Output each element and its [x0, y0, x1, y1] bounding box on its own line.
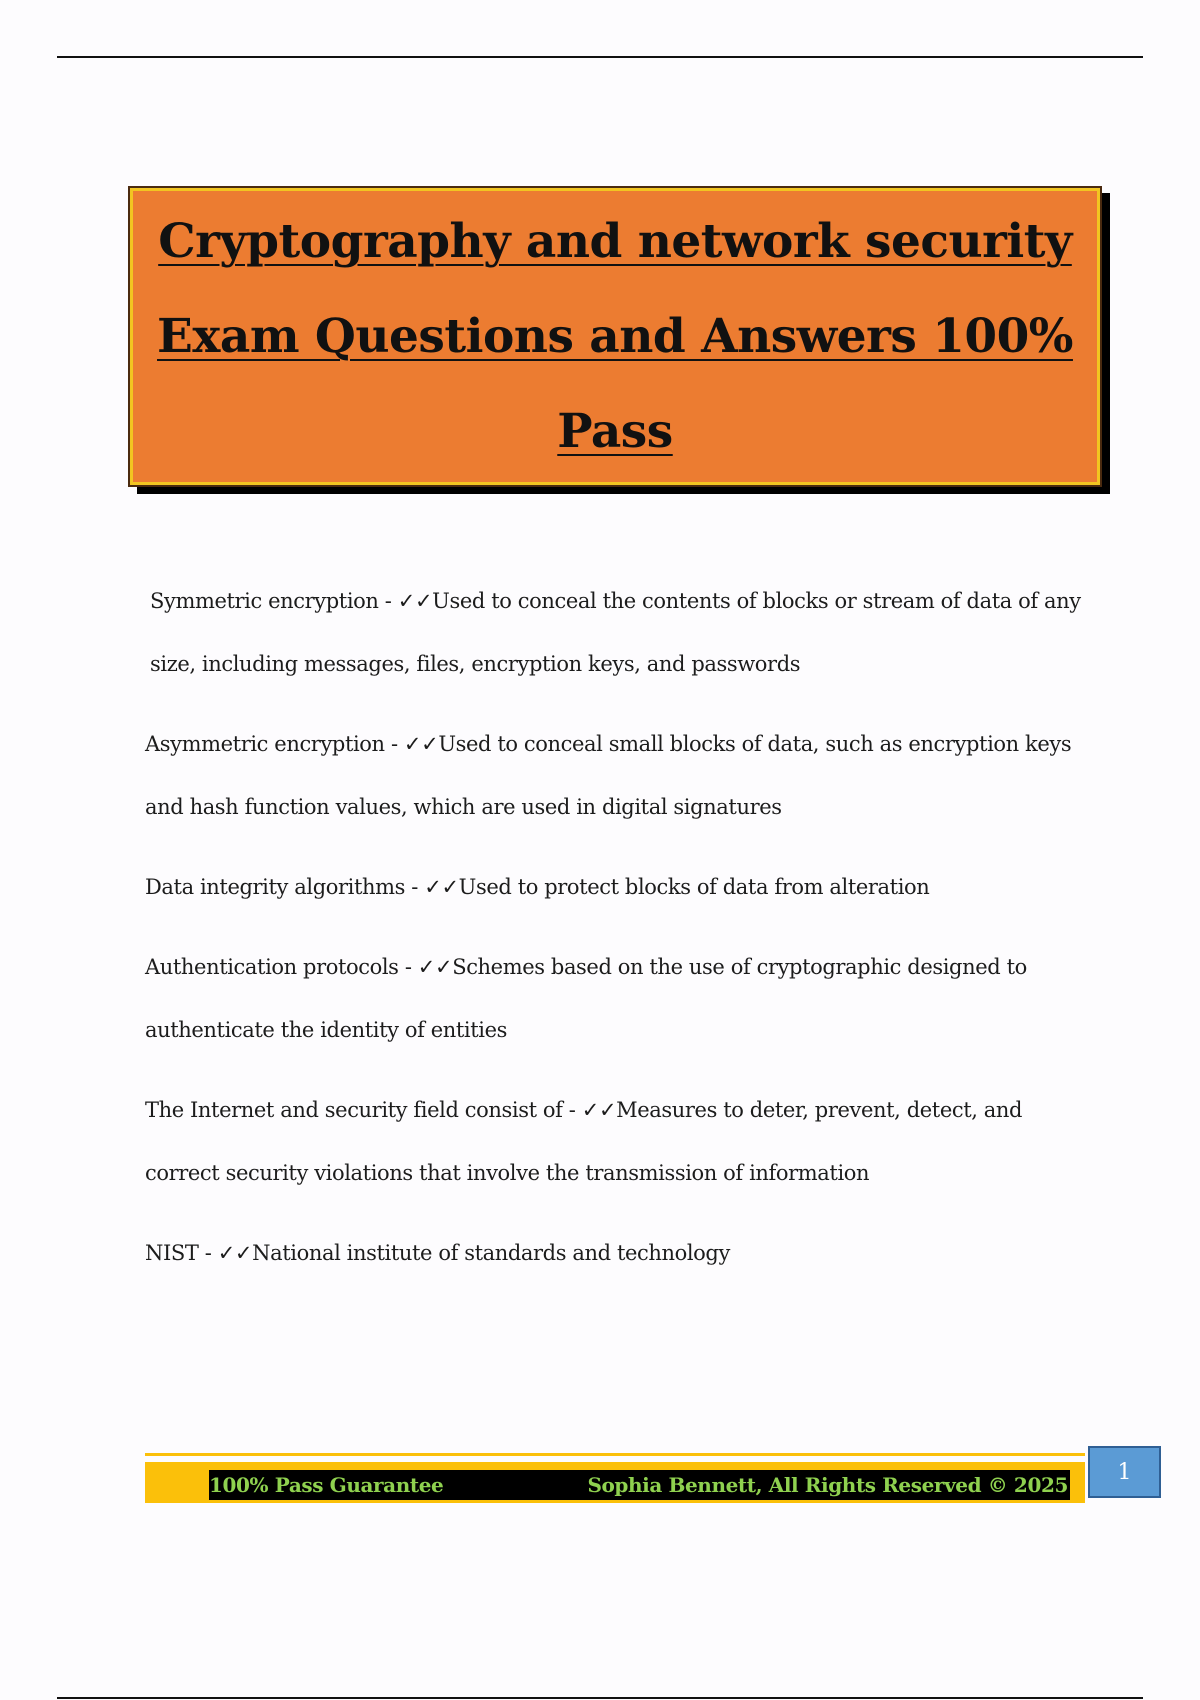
qa-item: [145, 1079, 1085, 1205]
top-rule: [57, 56, 1143, 58]
document-title-line-3: Pass: [557, 404, 673, 459]
title-box: [130, 188, 1100, 485]
qa-term: Symmetric encryption -: [150, 589, 398, 613]
qa-term: The Internet and security field consist of -: [145, 1098, 582, 1122]
double-check-icon: ✓✓: [397, 589, 433, 613]
document-title-line-1: Cryptography and network security: [158, 214, 1072, 269]
qa-item: [145, 713, 1085, 839]
page-number-badge: 1: [1088, 1446, 1161, 1498]
qa-term: Asymmetric encryption -: [145, 732, 404, 756]
double-check-icon: ✓✓: [424, 875, 459, 899]
qa-answer: Schemes based on the use of cryptographic designed to authenticate the identity of entities: [145, 955, 1027, 1042]
qa-answer: Used to conceal small blocks of data, such as encryption keys and hash function values, which are used in digital signatures: [145, 732, 1072, 819]
footer-copyright-text: Sophia Bennett, All Rights Reserved © 2025: [587, 1473, 1068, 1497]
double-check-icon: ✓✓: [581, 1098, 617, 1122]
footer-banner: [209, 1470, 1070, 1500]
double-check-icon: ✓✓: [217, 1241, 253, 1265]
document-title-line-2: Exam Questions and Answers 100%: [157, 309, 1073, 364]
bottom-rule: [57, 1697, 1143, 1699]
qa-item: [145, 1222, 1085, 1285]
qa-answer: National institute of standards and technology: [252, 1241, 730, 1265]
qa-item: [145, 570, 1085, 696]
double-check-icon: ✓✓: [403, 732, 439, 756]
footer-guarantee-text: 100% Pass Guarantee: [209, 1473, 444, 1497]
qa-list: [145, 570, 1085, 1302]
footer-top-line: [145, 1453, 1085, 1456]
qa-answer: Used to conceal the contents of blocks or stream of data of any size, including messages, files, encryption keys, and passwords: [150, 589, 1081, 676]
qa-term: Authentication protocols -: [145, 955, 418, 979]
qa-answer: Measures to deter, prevent, detect, and correct security violations that involve the transmission of information: [145, 1098, 1023, 1185]
qa-item: [145, 936, 1085, 1062]
qa-term: Data integrity algorithms -: [145, 875, 425, 899]
qa-item: [145, 856, 1085, 919]
double-check-icon: ✓✓: [417, 955, 453, 979]
qa-term: NIST -: [145, 1241, 218, 1265]
qa-answer: Used to protect blocks of data from alteration: [458, 875, 930, 899]
